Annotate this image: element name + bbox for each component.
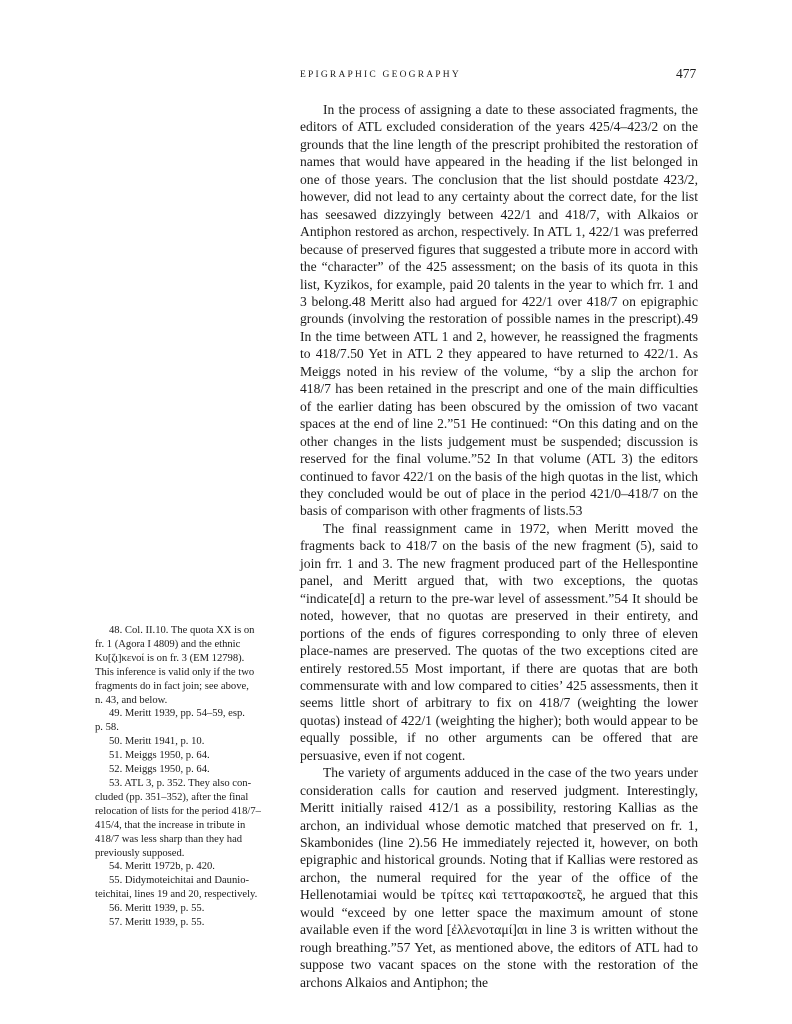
page-number: 477 xyxy=(676,66,697,81)
footnote-line: fr. 1 (Agora I 4809) and the ethnic xyxy=(95,638,241,650)
footnote-line: 57. Meritt 1939, p. 55. xyxy=(109,917,205,929)
footnote-line: 418/7 was less sharp than they had xyxy=(95,833,243,845)
running-head: EPIGRAPHIC GEOGRAPHY xyxy=(300,70,461,80)
footnotes xyxy=(95,624,277,930)
footnote-53 xyxy=(95,777,277,860)
footnote-54 xyxy=(95,860,277,874)
footnote-line: 56. Meritt 1939, p. 55. xyxy=(109,903,205,915)
footnote-56 xyxy=(95,902,277,916)
footnote-55 xyxy=(95,874,277,902)
body-text xyxy=(300,101,698,991)
footnote-line: Κυ[ζι]κενοί is on fr. 3 (EM 12798). xyxy=(95,652,245,664)
footnote-52 xyxy=(95,763,277,777)
footnote-line: 415/4, that the increase in tribute in xyxy=(95,819,246,831)
footnote-line: 50. Meritt 1941, p. 10. xyxy=(109,736,205,748)
footnote-line: 51. Meiggs 1950, p. 64. xyxy=(109,750,210,762)
footnote-49 xyxy=(95,707,277,735)
footnote-48 xyxy=(95,624,277,707)
footnote-line: p. 58. xyxy=(95,722,119,734)
footnote-line: 55. Didymoteichitai and Daunio- xyxy=(109,875,250,887)
footnote-line: relocation of lists for the period 418/7– xyxy=(95,805,261,817)
footnote-57 xyxy=(95,916,277,930)
footnote-line: cluded (pp. 351–352), after the final xyxy=(95,791,249,803)
footnote-line: 48. Col. II.10. The quota XX is on xyxy=(109,625,255,636)
body-paragraph-1: In the process of assigning a date to these associated fragments, the editors of ATL excluded consideration of the years 425/4–423/2 on the grounds that the line length of the prescript prohibited the restoration of names that would have appeared in the heading if the list belonged in one of those years. The conclusion that the list should postdate 423/2, however, did not lead to any certainty about the correct date, for the list has seesawed dizzyingly between 422/1 and 418/7, with Alkaios or Antiphon restored as archon, respectively. In ATL 1, 422/1 was preferred because of preserved figures that suggested a tribute more in accord with the “character” of the 425 assessment; on the basis of its quota in this list, Kyzikos, for example, paid 20 talents in the year to which frr. 1 and 3 belong.48 Meritt also had argued for 422/1 over 418/7 on epigraphic grounds (involving the restoration of possible names in the prescript).49 In the time between ATL 1 and 2, however, he reassigned the fragments to 418/7.50 Yet in ATL 2 they appeared to have returned to 422/1. As Meiggs noted in his review of the volume, “by a slip the archon for 418/7 has been retained in the prescript and one of the main difficulties of the earlier dating has been obscured by the omission of two vacant spaces at the end of line 2.”51 He continued: “On this dating and on the other changes in the lists judgement must be suspended; discussion is reserved for the final volume.”52 In that volume (ATL 3) the editors continued to favor 422/1 on the basis of the high quotas in the list, which they concluded would be out of place in the period 421/0–418/7 on the basis of comparison with other fragments of lists.53 xyxy=(300,102,698,519)
footnote-line: 52. Meiggs 1950, p. 64. xyxy=(109,764,210,776)
body-paragraph-3: The variety of arguments adduced in the case of the two years under consideration calls for caution and reserved judgment. Interestingly, Meritt initially raised 412/1 as a possibility, restoring Kallias as the archon, an individual whose demotic matched that preserved on fr. 1, Skambonides (line 2).56 He immediately rejected it, however, on both epigraphic and historical grounds. Noting that if Kallias were restored as archon, the numeral required for the year of the office of the Hellenotamiai would be τρίτες καὶ τετταρακοστε̃ς, he argued that this would “exceed by one letter space the maximum amount of stone available even if the word [ἐλλενοταμί]αι in line 3 is written without the rough breathing.”57 Yet, as mentioned above, the editors of ATL had to suppose two vacant spaces on the stone with the restoration of the archons Alkaios and Antiphon; the xyxy=(300,765,698,990)
footnote-51 xyxy=(95,749,277,763)
footnote-line: This inference is valid only if the two xyxy=(95,666,255,678)
footnote-line: 53. ATL 3, p. 352. They also con- xyxy=(109,777,252,789)
footnote-line: 49. Meritt 1939, pp. 54–59, esp. xyxy=(109,708,245,720)
footnote-50 xyxy=(95,735,277,749)
footnote-line: 54. Meritt 1972b, p. 420. xyxy=(109,861,215,873)
footnote-line: teichitai, lines 19 and 20, respectively. xyxy=(95,889,258,901)
footnote-line: fragments do in fact join; see above, xyxy=(95,680,249,692)
body-paragraph-2: The final reassignment came in 1972, when Meritt moved the fragments back to 418/7 on the basis of the new fragment (5), said to join frr. 1 and 3. The new fragment produced part of the Hellespontine panel, and Meritt argued that, with two exceptions, the quotas “indicate[d] a return to the pre-war level of assessment.”54 It should be noted, however, that no quotas are preserved in their entirety, and portions of the ends of figures corresponding to only three of eleven place-names are preserved. The quotas of the two exceptions cited are entirely restored.55 Most important, if there are quotas that are both commensurate with and low compared to cities’ 425 assessments, then it seems little short of arbitrary to fix on 418/7 (weighting the lower quotas) instead of 422/1 (weighting the higher); both would appear to be equally possible, if no other arguments can be offered that are persuasive, even if not cogent. xyxy=(300,520,698,763)
footnote-line: n. 43, and below. xyxy=(95,694,168,706)
footnote-line: previously supposed. xyxy=(95,847,185,859)
